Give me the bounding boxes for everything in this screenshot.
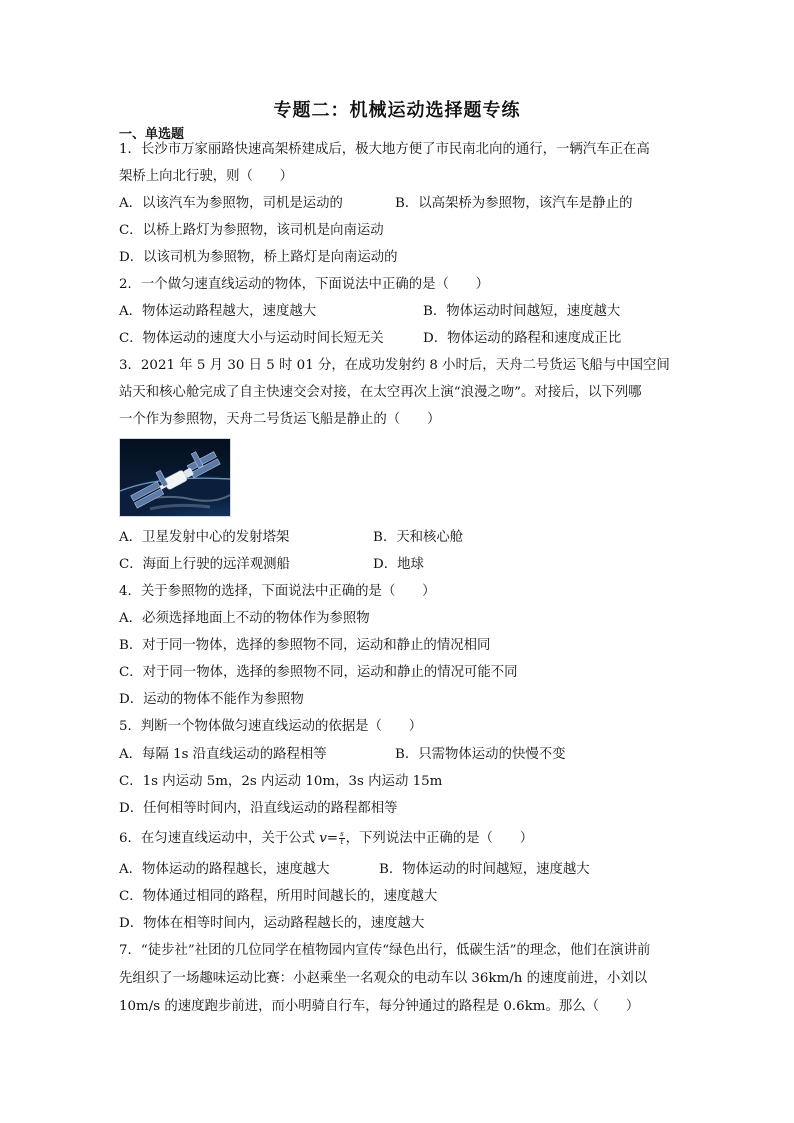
question-4-option-b: B．对于同一物体，选择的参照物不同，运动和静止的情况相同 (119, 638, 491, 653)
question-4-option-d: D．运动的物体不能作为参照物 (119, 692, 304, 707)
question-3-stem-line-1: 3．2021 年 5 月 30 日 5 时 01 分，在成功发射约 8 小时后，天舟二号货运飞船与中国空间 (119, 358, 670, 373)
question-1-option-d: D．以该司机为参照物，桥上路灯是向南运动的 (119, 250, 398, 265)
question-6-stem-prefix: 6．在匀速直线运动中，关于公式 (119, 831, 320, 846)
question-4-option-c: C．对于同一物体，选择的参照物不同，运动和静止的情况可能不同 (119, 665, 518, 680)
question-5-option-c: C．1s 内运动 5m，2s 内运动 10m，3s 内运动 15m (119, 774, 443, 789)
question-3-option-c: C．海面上行驶的远洋观测船 (119, 557, 290, 572)
section-heading: 一、单选题 (119, 127, 185, 142)
question-1-option-a: A．以该汽车为参照物，司机是运动的 (119, 196, 343, 211)
question-3-option-a: A．卫星发射中心的发射塔架 (119, 530, 290, 545)
formula-velocity: v (319, 831, 327, 846)
question-5-option-d: D．任何相等时间内，沿直线运动的路程都相等 (119, 801, 398, 816)
question-1-option-b: B．以高架桥为参照物，该汽车是静止的 (395, 196, 633, 211)
question-5-stem: 5．判断一个物体做匀速直线运动的依据是（ ） (119, 719, 423, 734)
space-station-illustration (120, 439, 230, 516)
space-station-image (119, 438, 231, 517)
question-3-option-b: B．天和核心舱 (373, 530, 464, 545)
question-6-option-b: B．物体运动的时间越短，速度越大 (379, 862, 590, 877)
question-6-stem-suffix: ，下列说法中正确的是（ ） (345, 831, 534, 846)
formula-equals: = (326, 831, 339, 846)
formula-denominator: t (340, 838, 344, 846)
formula-fraction (339, 831, 345, 846)
question-3-stem-line-2: 站天和核心舱完成了自主快速交会对接，在太空再次上演“浪漫之吻”。对接后，以下列哪 (119, 385, 642, 400)
question-6-stem (119, 830, 533, 848)
question-7-stem-line-3: 10m/s 的速度跑步前进，而小明骑自行车，每分钟通过的路程是 0.6km。那么（ ） (119, 999, 640, 1014)
question-5-option-b: B．只需物体运动的快慢不变 (395, 747, 566, 762)
page-title: 专题二：机械运动选择题专练 (273, 100, 521, 121)
question-1-option-c: C．以桥上路灯为参照物，该司机是向南运动 (119, 223, 384, 238)
question-5-option-a: A．每隔 1s 沿直线运动的路程相等 (119, 747, 327, 762)
formula-numerator: s (340, 830, 344, 838)
question-6-option-a: A．物体运动的路程越长，速度越大 (119, 862, 330, 877)
question-2-option-b: B．物体运动时间越短，速度越大 (423, 304, 621, 319)
question-7-stem-line-1: 7．“徒步社”社团的几位同学在植物园内宣传“绿色出行，低碳生活”的理念，他们在演讲前 (119, 943, 651, 958)
question-2-option-c: C．物体运动的速度大小与运动时间长短无关 (119, 331, 384, 346)
question-7-stem-line-2: 先组织了一场趣味运动比赛：小赵乘坐一名观众的电动车以 36km/h 的速度前进，小刘以 (119, 971, 648, 986)
question-3-option-d: D．地球 (373, 557, 424, 572)
question-1-stem-line-2: 架桥上向北行驶，则（ ） (119, 169, 294, 184)
question-4-stem: 4．关于参照物的选择，下面说法中正确的是（ ） (119, 584, 436, 599)
question-6-option-c: C．物体通过相同的路程，所用时间越长的，速度越大 (119, 889, 438, 904)
question-4-option-a: A．必须选择地面上不动的物体作为参照物 (119, 611, 370, 626)
question-2-stem: 2．一个做匀速直线运动的物体，下面说法中正确的是（ ） (119, 277, 490, 292)
question-2-option-a: A．物体运动路程越大，速度越大 (119, 304, 317, 319)
question-3-stem-line-3: 一个作为参照物，天舟二号货运飞船是静止的（ ） (119, 412, 441, 427)
question-6-option-d: D．物体在相等时间内，运动路程越长的，速度越大 (119, 916, 425, 931)
question-1-stem-line-1: 1．长沙市万家丽路快速高架桥建成后，极大地方便了市民南北向的通行，一辆汽车正在高 (119, 142, 650, 157)
question-2-option-d: D．物体运动的路程和速度成正比 (423, 331, 622, 346)
